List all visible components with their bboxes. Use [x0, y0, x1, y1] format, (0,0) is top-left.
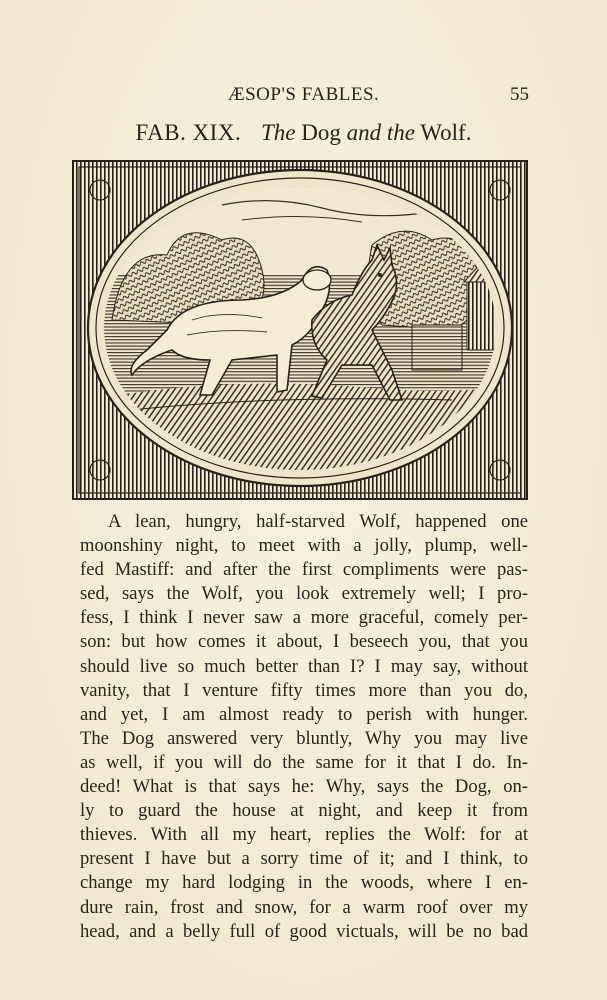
text-line: vanity, that I venture fifty times more than you do, [80, 679, 528, 701]
text-line: thieves. With all my heart, replies the Wolf: for at [80, 824, 528, 846]
text-line: fed Mastiff: and after the first compliments were pas- [80, 559, 528, 581]
text-line: as well, if you will do the same for it that I do. In- [80, 751, 528, 773]
text-line: head, and a belly full of good victuals, will be no bad [80, 920, 528, 942]
text-line: ly to guard the house at night, and keep it from [80, 800, 528, 822]
fable-text [80, 510, 528, 944]
text-line: present I have but a sorry time of it; and I think, to [80, 848, 528, 870]
fable-number: FAB. XIX. [135, 120, 242, 145]
text-line: son: but how comes it about, I beseech you, that you [80, 631, 528, 653]
text-line: deed! What is that says he: Why, says the Dog, on- [80, 776, 528, 798]
fable-title-dog: Dog [301, 120, 341, 145]
page-number: 55 [510, 84, 529, 105]
fable-heading [0, 120, 607, 146]
text-line: moonshiny night, to meet with a jolly, plump, well- [80, 535, 528, 557]
fable-title-the: The [260, 120, 296, 145]
text-line: dure rain, frost and snow, for a warm roof over my [80, 896, 528, 918]
text-line: A lean, hungry, half-starved Wolf, happened one [108, 511, 528, 532]
text-line: change my hard lodging in the woods, where I en- [80, 872, 528, 894]
fable-title-wolf: Wolf. [420, 120, 472, 145]
fable-title-and-the: and the [346, 120, 415, 145]
text-line: fess, I think I never saw a more graceful, comely per- [80, 607, 528, 629]
text-line: and yet, I am almost ready to perish with hunger. [80, 703, 528, 725]
woodcut-illustration [72, 160, 528, 500]
running-title: ÆSOP'S FABLES. [227, 84, 380, 105]
text-line: sed, says the Wolf, you look extremely well; I pro- [80, 583, 528, 605]
text-line: should live so much better than I? I may say, without [80, 655, 528, 677]
running-head [0, 84, 607, 110]
text-line: The Dog answered very bluntly, Why you may live [80, 727, 528, 749]
